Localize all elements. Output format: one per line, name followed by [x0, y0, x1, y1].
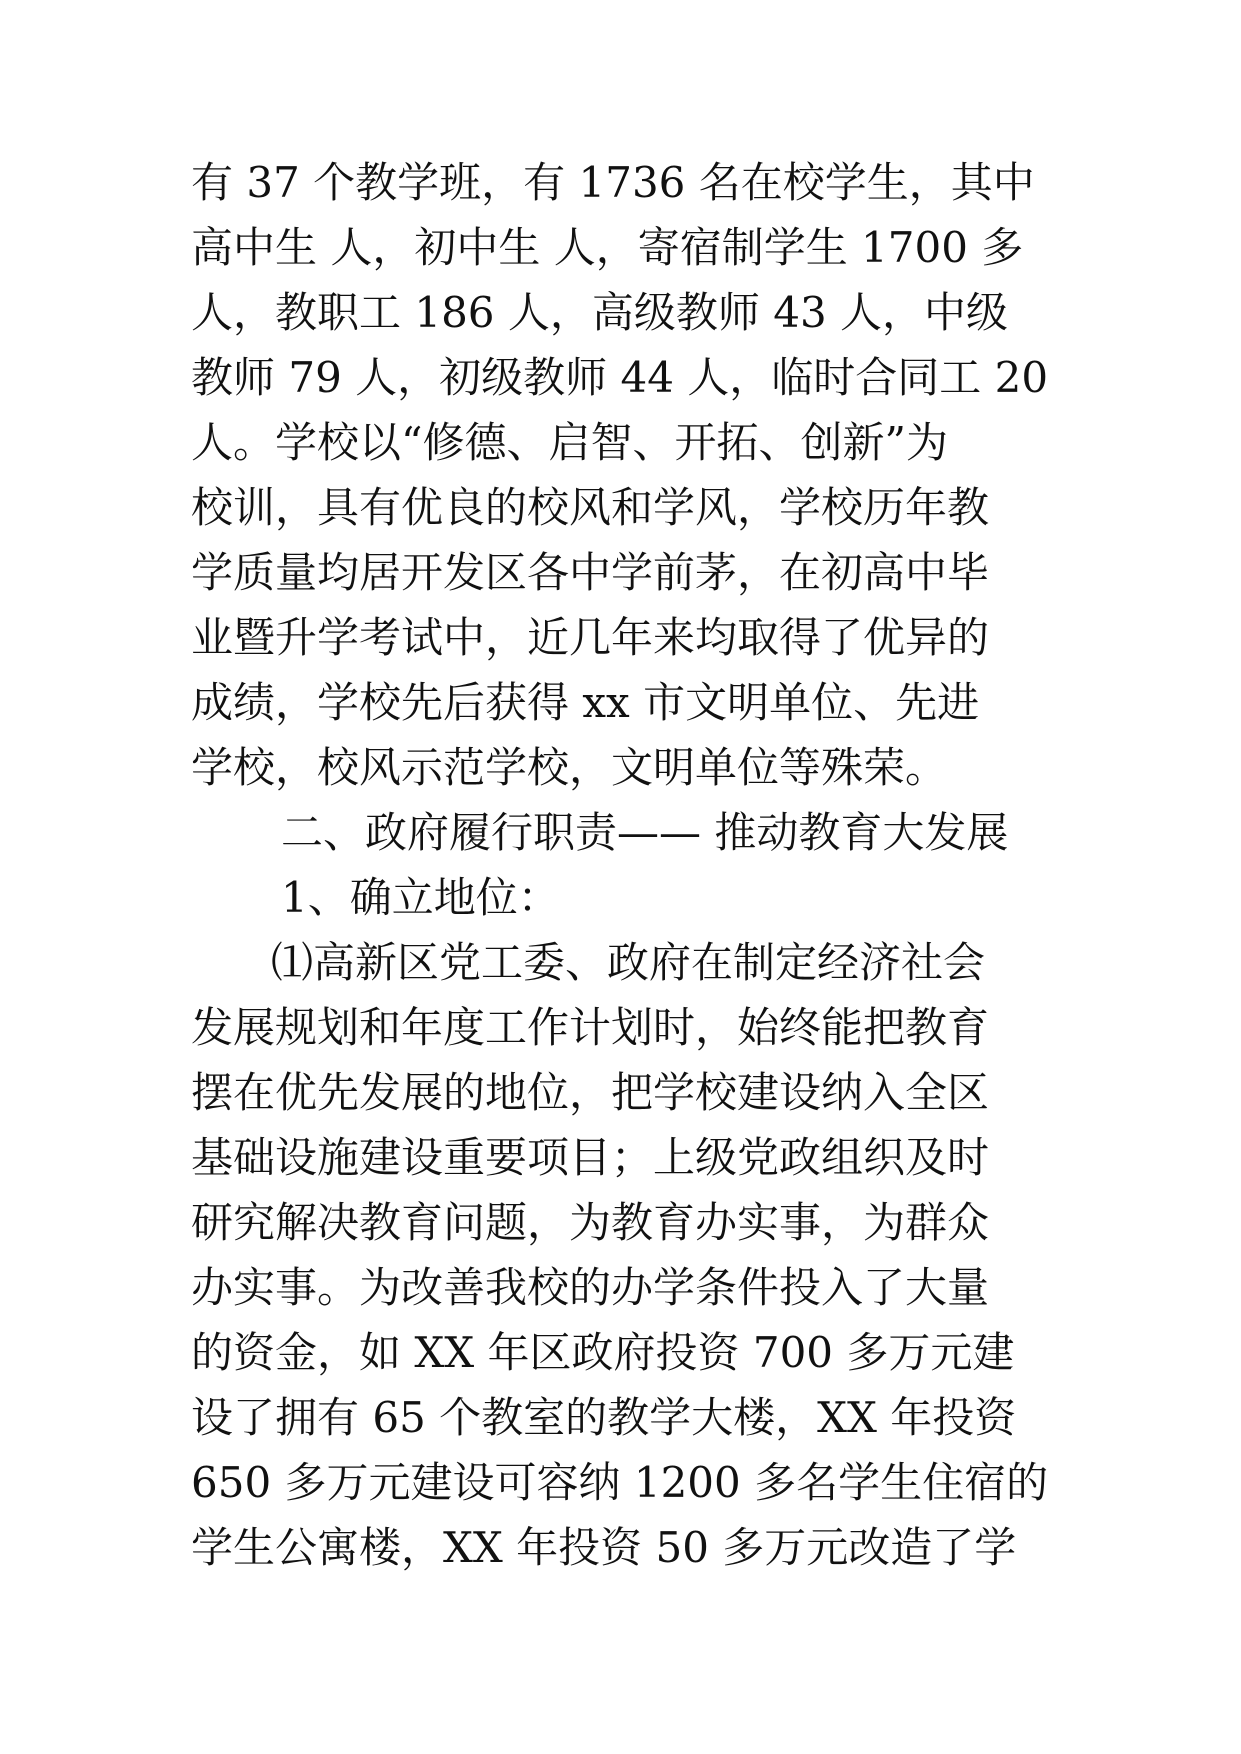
section-heading: 二、政府履行职责—— 推动教育大发展 [281, 808, 1009, 857]
document-body [191, 150, 1071, 1580]
text-line: ⑴高新区党工委、政府在制定经济社会 [271, 938, 986, 987]
text-line: 基础设施建设重要项目；上级党政组织及时 [191, 1133, 990, 1182]
text-line: 教师 79 人，初级教师 44 人，临时合同工 20 [191, 353, 1049, 402]
text-line: 研究解决教育问题，为教育办实事，为群众 [191, 1198, 990, 1247]
text-line: 650 多万元建设可容纳 1200 多名学生住宿的 [191, 1458, 1049, 1507]
text-line: 设了拥有 65 个教室的教学大楼，XX 年投资 [191, 1393, 1017, 1442]
text-line: 校训，具有优良的校风和学风，学校历年教 [191, 483, 990, 532]
text-line: 摆在优先发展的地位，把学校建设纳入全区 [191, 1068, 990, 1117]
text-line: 学质量均居开发区各中学前茅，在初高中毕 [191, 548, 990, 597]
subsection-heading: 1、确立地位： [281, 873, 560, 922]
text-line: 发展规划和年度工作计划时，始终能把教育 [191, 1003, 990, 1052]
text-line: 有 37 个教学班，有 1736 名在校学生，其中 [191, 158, 1035, 207]
text-line: 业暨升学考试中，近几年来均取得了优异的 [191, 613, 990, 662]
text-line: 学生公寓楼，XX 年投资 50 多万元改造了学 [191, 1523, 1017, 1572]
text-line: 的资金，如 XX 年区政府投资 700 多万元建 [191, 1328, 1015, 1377]
text-line: 学校，校风示范学校，文明单位等殊荣。 [191, 743, 948, 792]
text-line: 人，教职工 186 人，高级教师 43 人，中级 [191, 288, 1009, 337]
text-line: 高中生 人，初中生 人，寄宿制学生 1700 多 [191, 223, 1024, 272]
text-line: 成绩，学校先后获得 xx 市文明单位、先进 [191, 678, 980, 727]
text-line: 人。学校以“修德、启智、开拓、创新”为 [191, 418, 948, 467]
text-line: 办实事。为改善我校的办学条件投入了大量 [191, 1263, 990, 1312]
